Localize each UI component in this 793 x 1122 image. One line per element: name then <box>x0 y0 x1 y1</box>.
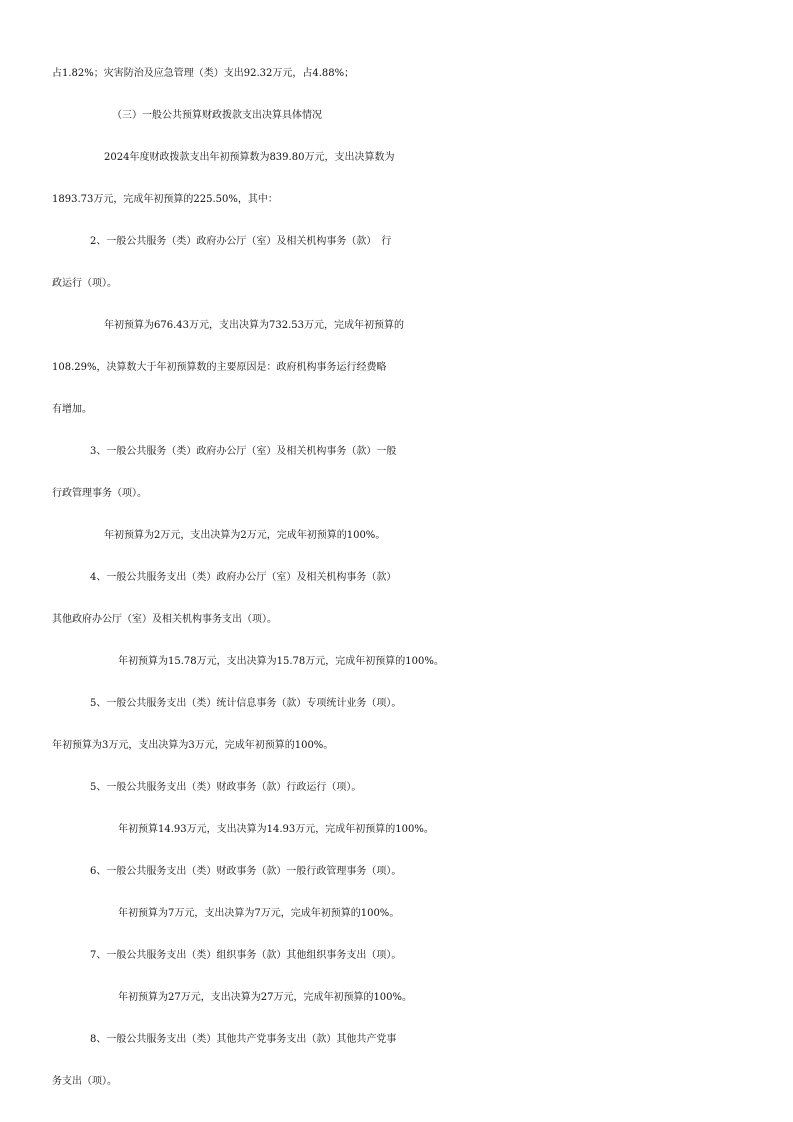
item-heading: 5、一般公共服务支出（类）财政事务（款）行政运行（项）。 <box>90 782 362 793</box>
item-heading: 2、一般公共服务（类）政府办公厅（室）及相关机构事务（款） 行 <box>90 236 392 247</box>
item-heading: 6、一般公共服务支出（类）财政事务（款）一般行政管理事务（项）。 <box>90 866 402 877</box>
paragraph-line: 占1.82%；灾害防治及应急管理（类）支出92.32万元，占4.88%； <box>52 68 355 79</box>
item-heading: 务支出（项）。 <box>52 1076 117 1087</box>
paragraph-line: 1893.73万元，完成年初预算的225.50%，其中： <box>52 194 278 205</box>
paragraph-line: 2024年度财政拨款支出年初预算数为839.80万元，支出决算数为 <box>104 152 395 163</box>
paragraph-line: 有增加。 <box>52 404 92 415</box>
item-heading: 3、一般公共服务（类）政府办公厅（室）及相关机构事务（款）一般 <box>90 446 397 457</box>
paragraph-line: 年初预算为2万元，支出决算为2万元，完成年初预算的100%。 <box>104 530 386 541</box>
item-heading: 其他政府办公厅（室）及相关机构事务支出（项）。 <box>52 614 277 625</box>
section-heading: （三）一般公共预算财政拨款支出决算具体情况 <box>112 110 322 121</box>
paragraph-line: 年初预算为3万元，支出决算为3万元，完成年初预算的100%。 <box>52 740 334 751</box>
paragraph-line: 108.29%，决算数大于年初预算数的主要原因是：政府机构事务运行经费略 <box>52 362 387 373</box>
item-heading: 5、一般公共服务支出（类）统计信息事务（款）专项统计业务（项）。 <box>90 698 402 709</box>
item-heading: 8、一般公共服务支出（类）其他共产党事务支出（款）其他共产党事 <box>90 1034 397 1045</box>
item-heading: 4、一般公共服务支出（类）政府办公厅（室）及相关机构事务（款） <box>90 572 397 583</box>
paragraph-line: 年初预算为15.78万元，支出决算为15.78万元，完成年初预算的100%。 <box>118 656 444 667</box>
item-heading: 政运行（项）。 <box>52 278 117 289</box>
paragraph-line: 年初预算为7万元，支出决算为7万元，完成年初预算的100%。 <box>118 908 400 919</box>
item-heading: 7、一般公共服务支出（类）组织事务（款）其他组织事务支出（项）。 <box>90 950 402 961</box>
item-heading: 行政管理事务（项）。 <box>52 488 147 499</box>
paragraph-line: 年初预算14.93万元，支出决算为14.93万元，完成年初预算的100%。 <box>118 824 434 835</box>
paragraph-line: 年初预算为27万元，支出决算为27万元，完成年初预算的100%。 <box>118 992 413 1003</box>
paragraph-line: 年初预算为676.43万元，支出决算为732.53万元，完成年初预算的 <box>104 320 404 331</box>
